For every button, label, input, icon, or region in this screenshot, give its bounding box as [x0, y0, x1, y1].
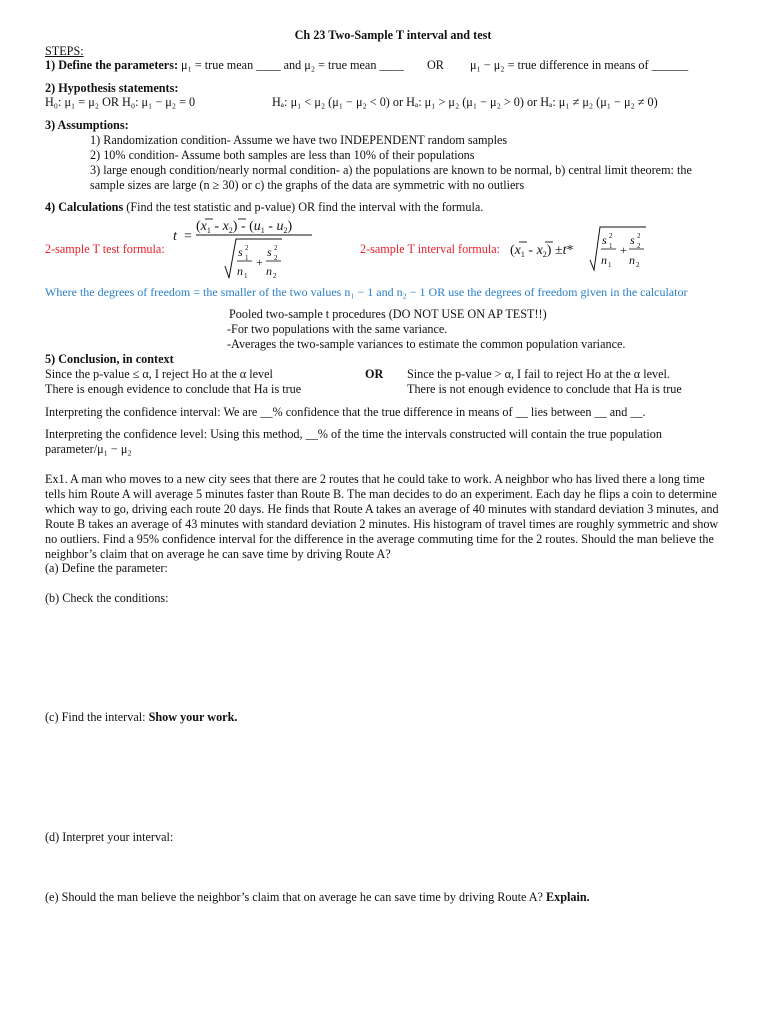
- svg-text:s: s: [238, 245, 243, 259]
- step1-line: [45, 58, 404, 73]
- example-line-3: which way to go, driving each route 20 days. He finds that Route A takes an average of 40 minutes with standard deviation 3 minutes, and: [45, 502, 719, 516]
- question-c-text: (c) Find the interval:: [45, 710, 149, 724]
- svg-text:2: 2: [609, 232, 613, 240]
- step4-line: [45, 200, 483, 215]
- svg-text:s: s: [602, 233, 607, 247]
- svg-text:(x1 - x2) - (u1 - u2): $(x_1 - x_2) - (u_1 - u_2)$: [196, 219, 293, 235]
- example-line-1: Ex1. A man who moves to a new city sees that there are 2 routes that he could take to work. A neighbor who has lived there a long time: [45, 472, 705, 486]
- reject-conclusion: Since the p-value ≤ α, I reject Ho at the α level: [45, 367, 273, 381]
- svg-text:1: 1: [609, 242, 613, 250]
- svg-text:t: t: [173, 229, 177, 244]
- question-e: [45, 890, 590, 905]
- pooled-note-1: -For two populations with the same variance.: [227, 322, 448, 336]
- svg-text:s: s: [267, 245, 272, 259]
- example-line-6: neighbor’s claim that on average he can save time by driving Route A?: [45, 547, 391, 561]
- step1-or: OR: [427, 58, 444, 72]
- step3-heading: 3) Assumptions:: [45, 118, 129, 132]
- svg-text:n: n: [237, 264, 243, 278]
- svg-text:n: n: [629, 253, 635, 267]
- question-a: (a) Define the parameter:: [45, 561, 168, 575]
- svg-text:2: 2: [273, 272, 277, 280]
- svg-text:+: +: [256, 255, 263, 269]
- svg-text:s: s: [630, 233, 635, 247]
- reject-evidence: There is enough evidence to conclude that Ha is true: [45, 382, 302, 396]
- svg-text:=: =: [184, 229, 192, 244]
- question-c: [45, 710, 237, 725]
- t-test-formula: [170, 214, 320, 282]
- fail-evidence: There is not enough evidence to conclude that Ha is true: [407, 382, 682, 396]
- step4-heading: 4) Calculations: [45, 200, 124, 214]
- step5-heading: 5) Conclusion, in context: [45, 352, 174, 366]
- t-interval-formula: [508, 224, 648, 276]
- step2-heading: 2) Hypothesis statements:: [45, 81, 179, 95]
- alt-hypotheses: Hₐ: μ₁ < μ₂ (μ₁ − μ₂ < 0) or Hₐ: μ₁ > μ₂ (μ₁ − μ₂ > 0) or Hₐ: μ₁ ≠ μ₂ (μ₁ − μ₂ ≠ 0): [272, 95, 658, 109]
- steps-label: STEPS:: [45, 44, 84, 58]
- interpret-level-1: Interpreting the confidence level: Using this method, __% of the time the intervals constructed will contain the true population: [45, 427, 662, 441]
- step1-heading: 1) Define the parameters:: [45, 58, 178, 72]
- example-line-5: no outliers. Find a 95% confidence interval for the difference in the average commuting time for the 2 routes. Should the man believe the: [45, 532, 714, 546]
- svg-text:2: 2: [636, 261, 640, 269]
- svg-text:1: 1: [245, 254, 249, 262]
- svg-text:n: n: [601, 253, 607, 267]
- question-b: (b) Check the conditions:: [45, 591, 169, 605]
- svg-text:(x1 - x2) ±t*: $(x_1 - x_2) \pm t*$: [510, 243, 574, 259]
- test-formula-label: 2-sample T test formula:: [45, 242, 165, 256]
- pooled-heading: Pooled two-sample t procedures (DO NOT USE ON AP TEST!!): [229, 307, 547, 321]
- step1-alt: μ₁ − μ₂ = true difference in means of ______: [470, 58, 689, 72]
- step4-text: (Find the test statistic and p-value) OR find the interval with the formula.: [123, 200, 484, 214]
- question-c-emphasis: Show your work.: [148, 710, 238, 724]
- degrees-of-freedom: Where the degrees of freedom = the smaller of the two values n₁ − 1 and n₂ − 1 OR use the degrees of freedom given in the calculator: [45, 285, 688, 299]
- null-hypothesis: H₀: μ₁ = μ₂ OR H₀: μ₁ − μ₂ = 0: [45, 95, 196, 109]
- svg-text:n: n: [266, 264, 272, 278]
- example-line-2: tells him Route A will average 5 minutes faster than Route B. The man decides to do an experiment. Each day he flips a coin to determine: [45, 487, 717, 501]
- svg-text:1: 1: [244, 272, 248, 280]
- svg-text:1: 1: [608, 261, 612, 269]
- question-e-emphasis: Explain.: [546, 890, 590, 904]
- assumption-2: 2) 10% condition- Assume both samples are less than 10% of their populations: [90, 148, 475, 162]
- fail-conclusion: Since the p-value > α, I fail to reject Ho at the α level.: [407, 367, 670, 381]
- svg-text:2: 2: [637, 242, 641, 250]
- svg-text:2: 2: [245, 244, 249, 252]
- page-title: Ch 23 Two-Sample T interval and test: [294, 28, 492, 42]
- question-d: (d) Interpret your interval:: [45, 830, 174, 844]
- interpret-level-2: parameter/μ₁ − μ₂: [45, 442, 132, 456]
- assumption-3b: sample sizes are large (n ≥ 30) or c) the graphs of the data are symmetric with no outliers: [90, 178, 525, 192]
- svg-text:+: +: [620, 243, 627, 257]
- example-line-4: Route B takes an average of 43 minutes with standard deviation 2 minutes. His histogram of travel times are roughly symmetric and show: [45, 517, 719, 531]
- question-e-text: (e) Should the man believe the neighbor’s claim that on average he can save time by driving Route A?: [45, 890, 547, 904]
- conclusion-or: OR: [365, 367, 384, 381]
- assumption-1: 1) Randomization condition- Assume we have two INDEPENDENT random samples: [90, 133, 508, 147]
- pooled-note-2: -Averages the two-sample variances to estimate the common population variance.: [227, 337, 626, 351]
- interval-formula-label: 2-sample T interval formula:: [360, 242, 501, 256]
- interpret-interval: Interpreting the confidence interval: We are __% confidence that the true difference in means of __ lies between __ and __.: [45, 405, 646, 419]
- assumption-3a: 3) large enough condition/nearly normal condition- a) the populations are known to be normal, b) central limit theorem: the: [90, 163, 692, 177]
- svg-text:2: 2: [274, 244, 278, 252]
- svg-text:2: 2: [274, 254, 278, 262]
- step1-text: μ₁ = true mean ____ and μ₂ = true mean ____: [178, 58, 404, 72]
- svg-text:2: 2: [637, 232, 641, 240]
